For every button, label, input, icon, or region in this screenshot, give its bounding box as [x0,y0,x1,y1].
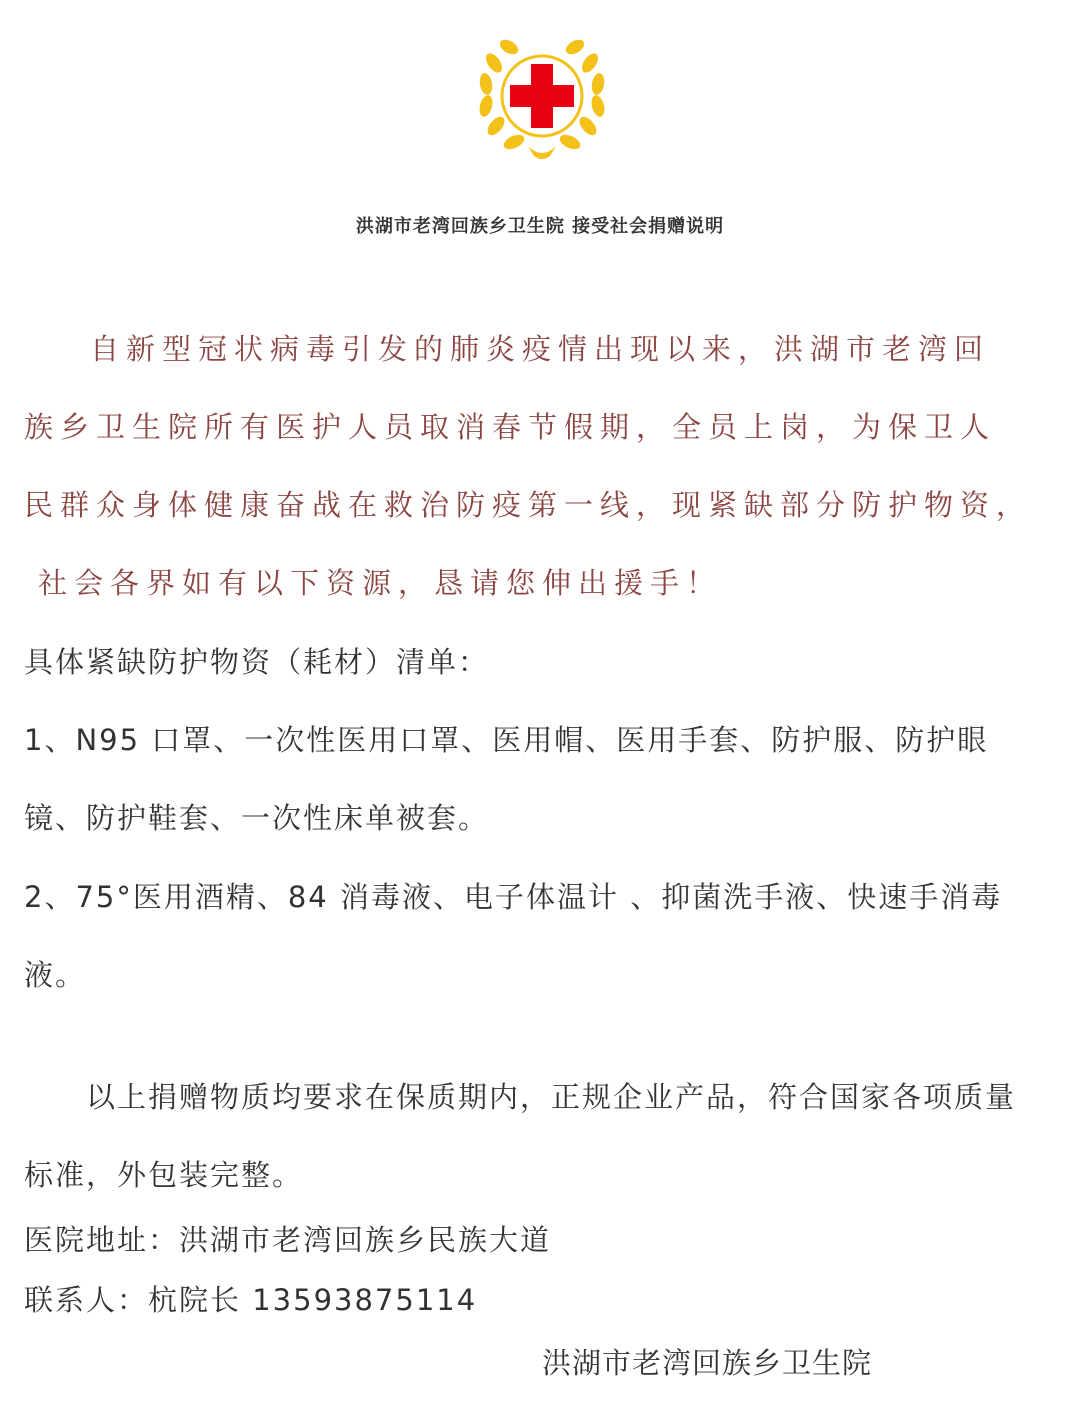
item-2-line-1: 2、75°医用酒精、84 消毒液、电子体温计 、抑菌洗手液、快速手消毒 [24,880,1003,914]
intro-line-4: 社会各界如有以下资源，恳请您伸出援手！ [38,566,723,600]
item-2-line-2: 液。 [24,958,87,992]
signature: 洪湖市老湾回族乡卫生院 [542,1346,873,1380]
page-title: 洪湖市老湾回族乡卫生院 接受社会捐赠说明 [355,216,725,237]
list-heading: 具体紧缺防护物资（耗材）清单： [24,645,490,679]
red-cross-emblem-icon [476,34,608,162]
intro-line-2: 族乡卫生院所有医护人员取消春节假期，全员上岗，为保卫人 [24,410,997,444]
hospital-address: 医院地址：洪湖市老湾回族乡民族大道 [24,1223,552,1257]
contact-person: 联系人：杭院长 13593875114 [24,1283,478,1317]
quality-line-2: 标准，外包装完整。 [24,1158,304,1192]
intro-line-3: 民群众身体健康奋战在救治防疫第一线，现紧缺部分防护物资， [24,488,1033,522]
quality-line-1: 以上捐赠物质均要求在保质期内，正规企业产品，符合国家各项质量 [86,1080,1017,1114]
intro-line-1: 自新型冠状病毒引发的肺炎疫情出现以来，洪湖市老湾回 [90,332,991,366]
item-1-line-1: 1、N95 口罩、一次性医用口罩、医用帽、医用手套、防护服、防护眼 [24,723,989,757]
item-1-line-2: 镜、防护鞋套、一次性床单被套。 [24,801,490,835]
